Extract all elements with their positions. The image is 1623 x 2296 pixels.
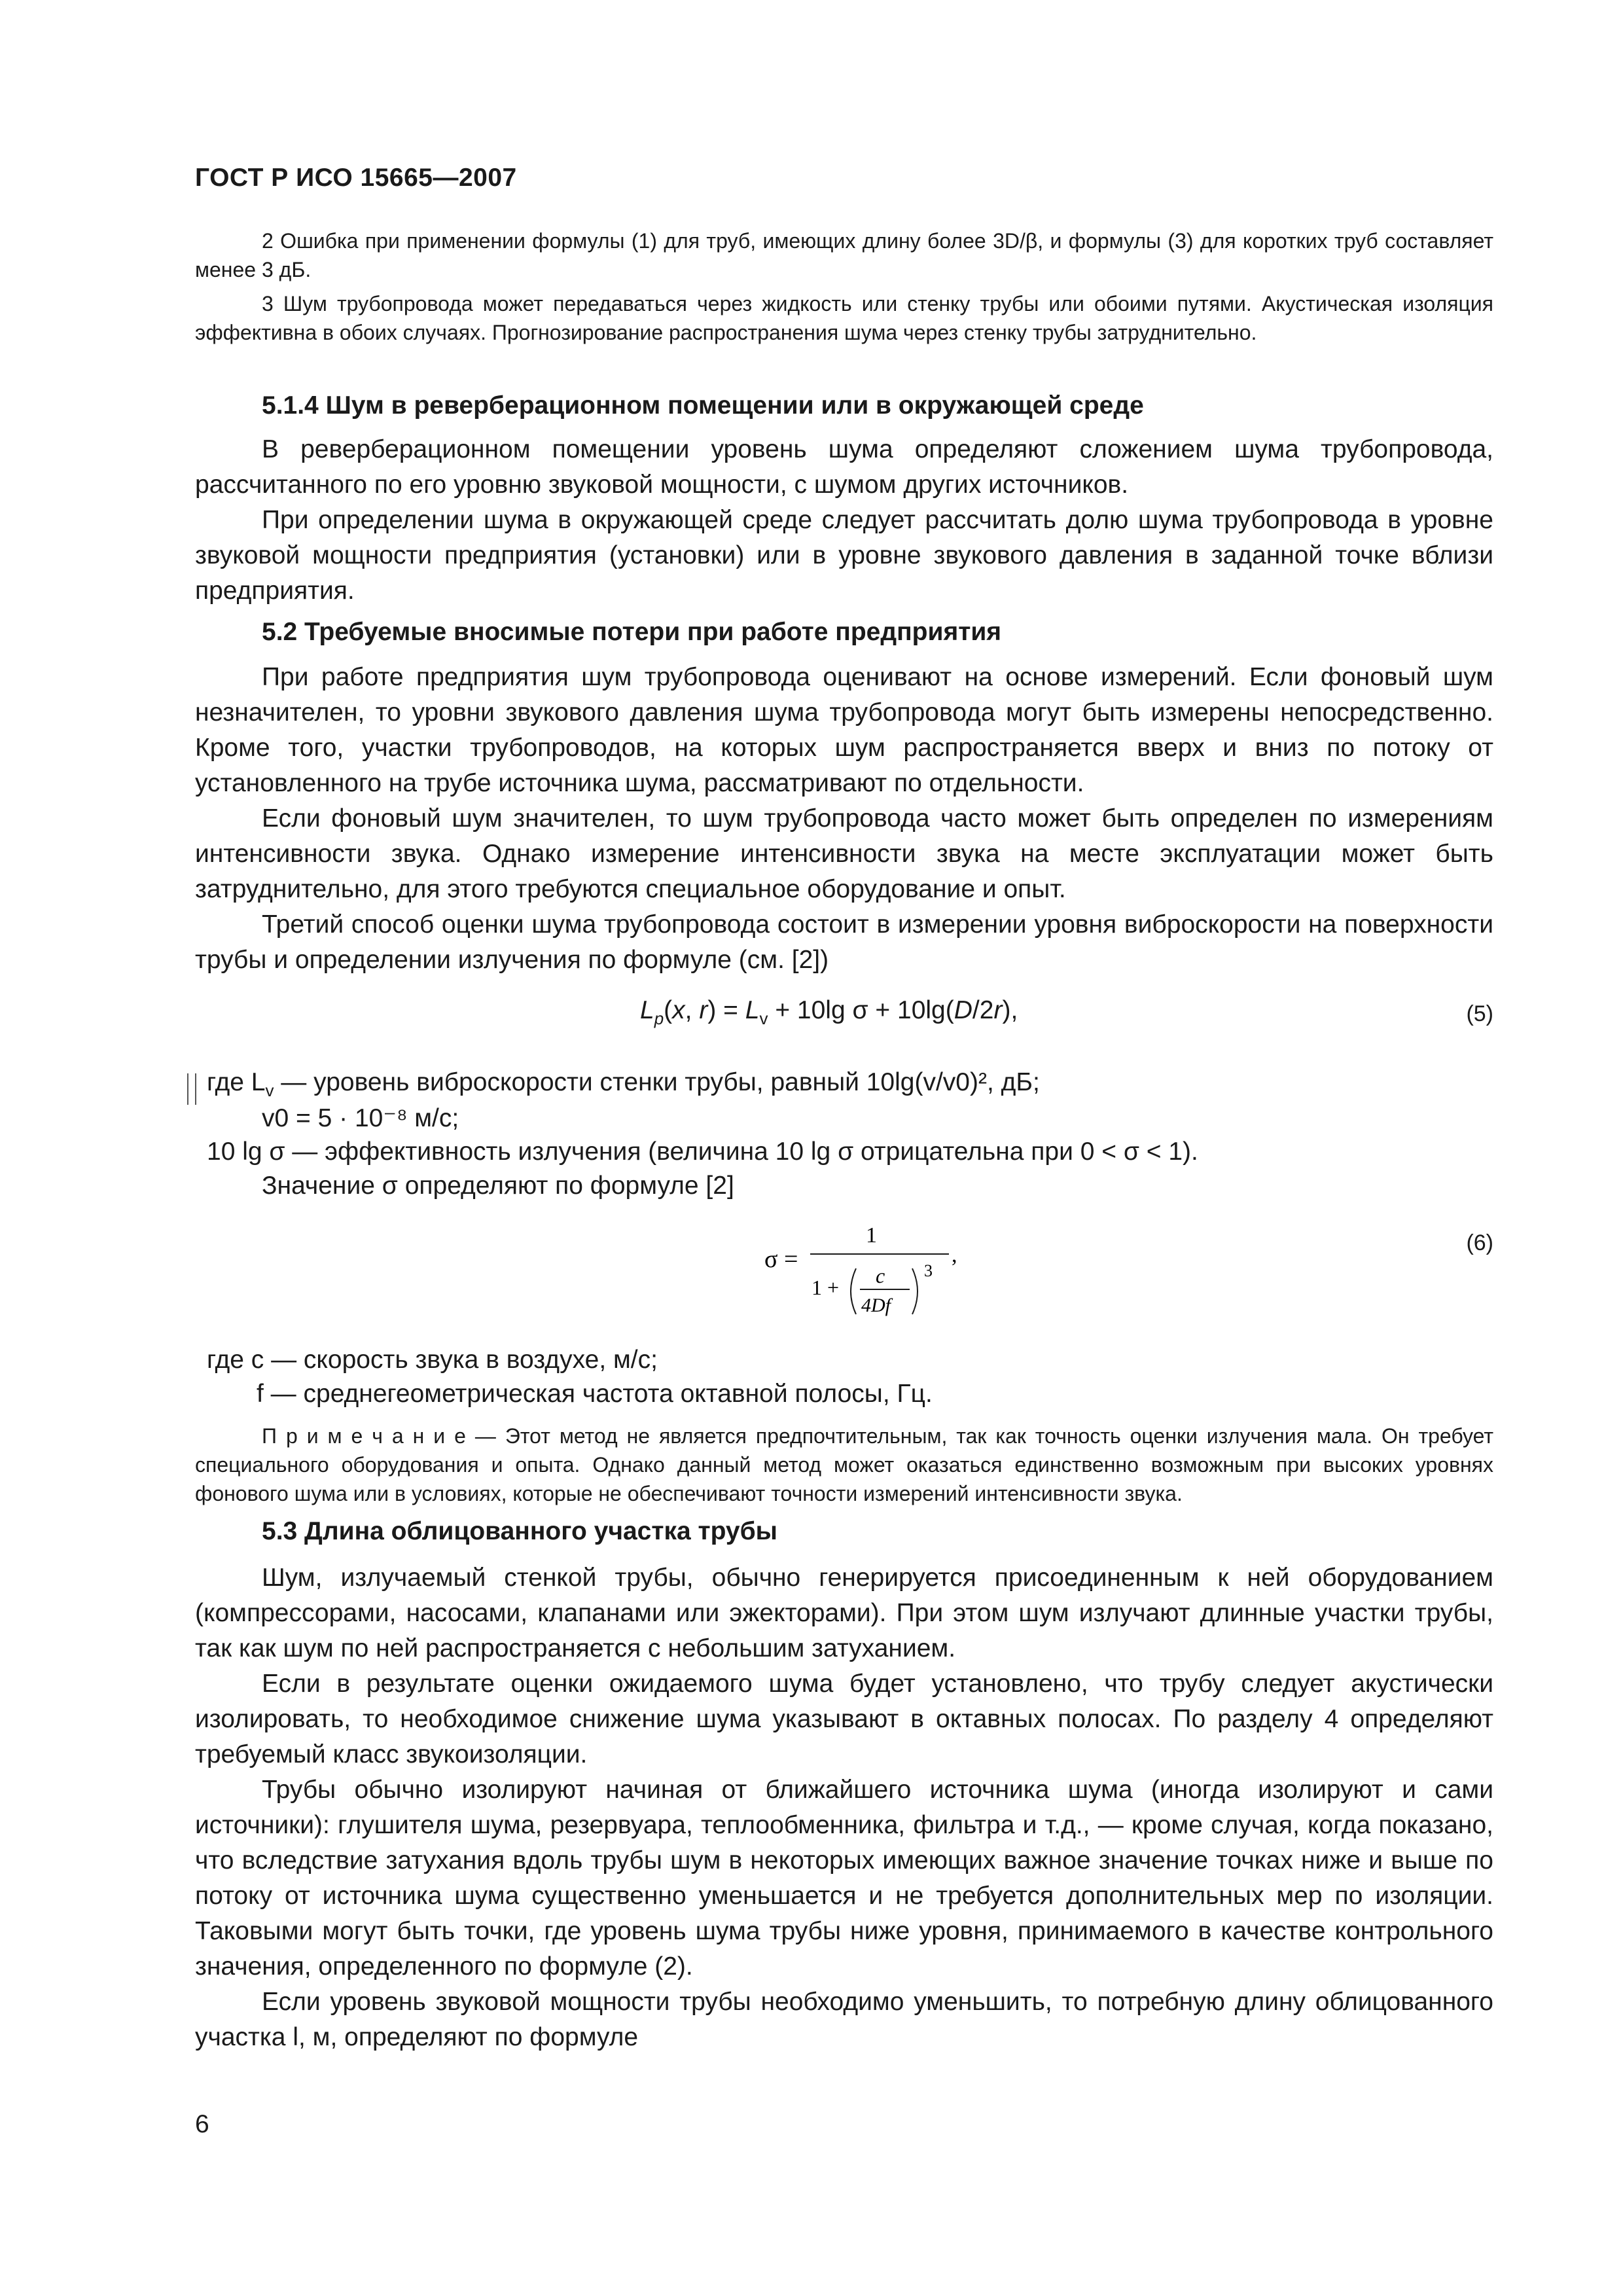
formula-6-graphic [764, 1216, 974, 1334]
svg-text:,: , [952, 1243, 957, 1267]
note-2 [195, 226, 1493, 284]
paragraph: Третий способ оценки шума трубопровода состоит в измерении уровня виброскорости на поверхности трубы и определении излучения по формуле (см. [2]) [195, 910, 1493, 974]
note-label: П р и м е ч а н и е — [262, 1424, 496, 1448]
change-bar [187, 1073, 196, 1105]
where-line-2: v0 = 5 · 10⁻⁸ м/с; [262, 1104, 459, 1132]
paragraph: Шум, излучаемый стенкой трубы, обычно генерируется присоединенным к ней оборудованием (компрессорами, насосами, клапанами или эжекторами). При этом шум излучают длинные участки трубы, так как шум по ней распространяется с небольшим затуханием. [195, 1564, 1493, 1662]
paragraph: Если уровень звуковой мощности трубы необходимо уменьшить, то потребную длину облицованного участка l, м, определяют по формуле [195, 1988, 1493, 2051]
where-term: где L [207, 1068, 266, 1096]
section-5-2-body [195, 660, 1493, 978]
section-5-3-heading: 5.3 Длина облицованного участка трубы [262, 1517, 777, 1545]
paragraph: Если в результате оценки ожидаемого шума будет установлено, что трубу следует акустически изолировать, то необходимое снижение шума указывают в октавных полосах. По разделу 4 определяют требуемый класс звукоизоляции. [195, 1670, 1493, 1768]
where-line-1: где $L_v$ — уровень виброскорости стенки трубы, равный 10lg(v/v0)², дБ; [207, 1068, 1040, 1100]
svg-text:σ =: σ = [764, 1246, 798, 1273]
where-line-3: 10 lg σ — эффективность излучения (величина 10 lg σ отрицательна при 0 < σ < 1). [207, 1138, 1198, 1166]
where-line-5: где c — скорость звука в воздухе, м/с; [207, 1346, 658, 1374]
section-5-1-4-body [195, 432, 1493, 609]
where-definition: — уровень виброскорости стенки трубы, равный 10lg(v/v0)², дБ; [281, 1068, 1040, 1096]
formula-5-number: (5) [1466, 1001, 1493, 1026]
note-3 [195, 289, 1493, 347]
paragraph: При работе предприятия шум трубопровода оценивают на основе измерений. Если фоновый шум незначителен, то уровни звукового давления шума трубопровода могут быть измерены непосредственно. Кроме того, участки трубопроводов, на которых шум распространяется вверх и вниз по потоку от установленного на трубе источника шума, рассматривают по отдельности. [195, 663, 1493, 797]
svg-text:1 +: 1 + [812, 1276, 840, 1299]
page-number: 6 [195, 2110, 209, 2138]
formula-5: $L_p(x$, $r) = L_v + 10\lg$ σ + 10lg(D/2r), [640, 996, 1018, 1028]
note-text: Этот метод не является предпочтительным, так как точность оценки излучения мала. Он требует специального оборудования и опыта. Однако данный метод может оказаться единственно возможным при высоких уровнях фонового шума или в условиях, которые не обеспечивают точности измерений интенсивности звука. [195, 1424, 1494, 1505]
document-header: ГОСТ Р ИСО 15665—2007 [195, 164, 517, 192]
svg-text:1: 1 [866, 1223, 877, 1247]
paragraph: В реверберационном помещении уровень шума определяют сложением шума трубопровода, рассчитанного по его уровню звуковой мощности, с шумом других источников. [195, 435, 1493, 499]
note-3-text: 3 Шум трубопровода может передаваться через жидкость или стенку трубы или обоими путями. Акустическая изоляция эффективна в обоих случаях. Прогнозирование распространения шума через стенку трубы затруднительно. [195, 292, 1493, 344]
formula-6 [764, 1216, 974, 1340]
where-line-6: f — среднегеометрическая частота октавной полосы, Гц. [257, 1380, 933, 1408]
paragraph: При определении шума в окружающей среде следует рассчитать долю шума трубопровода в уровне звуковой мощности предприятия (установки) или в уровне звукового давления в заданной точке вблизи предприятия. [195, 506, 1493, 605]
paragraph: Трубы обычно изолируют начиная от ближайшего источника шума (иногда изолируют и сами источники): глушителя шума, резервуара, теплообменника, фильтра и т.д., — кроме случая, когда показано, что вследствие затухания вдоль трубы шум в некоторых имеющих важное значение точках ниже и выше по потоку от источника шума существенно уменьшается и не требуется дополнительных мер по изоляции. Таковыми могут быть точки, где уровень шума трубы ниже уровня, принимаемого в качестве контрольного значения, определенного по формуле (2). [195, 1776, 1493, 1981]
svg-text:4Df: 4Df [861, 1295, 891, 1316]
note-2-text: 2 Ошибка при применении формулы (1) для труб, имеющих длину более 3D/β, и формулы (3) для коротких труб составляет менее 3 дБ. [195, 229, 1493, 281]
formula-6-number: (6) [1466, 1230, 1493, 1255]
svg-text:c: c [876, 1264, 885, 1287]
paragraph: Если фоновый шум значителен, то шум трубопровода часто может быть определен по измерениям интенсивности звука. Однако измерение интенсивности звука на месте эксплуатации может быть затруднительно, для этого требуются специальное оборудование и опыт. [195, 804, 1493, 903]
section-5-2-heading: 5.2 Требуемые вносимые потери при работе предприятия [262, 618, 1002, 646]
where-line-4: Значение σ определяют по формуле [2] [262, 1172, 734, 1200]
svg-text:3: 3 [924, 1261, 933, 1280]
method-note [195, 1422, 1493, 1508]
section-5-3-body [195, 1560, 1493, 2055]
section-5-1-4-heading: 5.1.4 Шум в реверберационном помещении или в окружающей среде [262, 391, 1144, 420]
